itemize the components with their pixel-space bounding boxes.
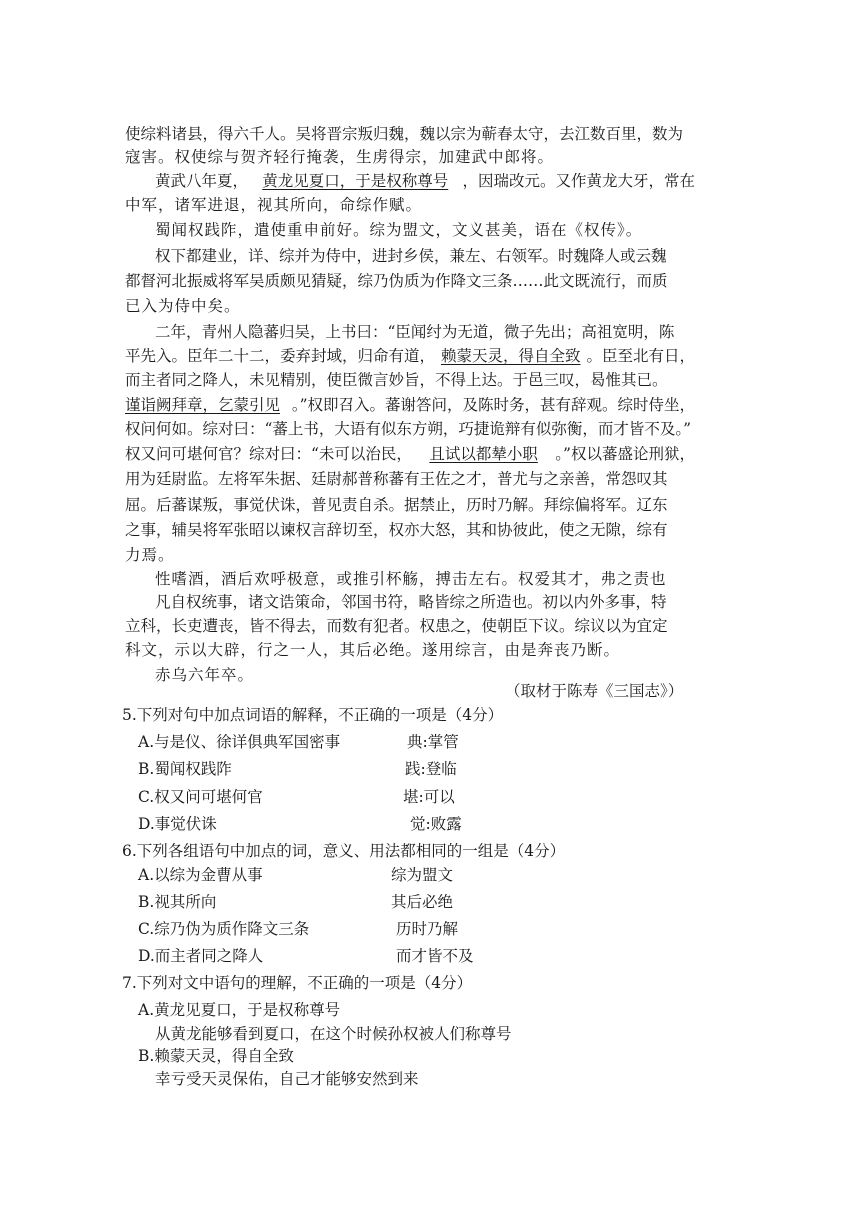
q6-pair-a: 综为盟文 bbox=[391, 866, 454, 884]
q5-gloss-b: 践:登临 bbox=[405, 760, 457, 778]
underlined-sentence: 谨诣阙拜章，乞蒙引见 bbox=[125, 396, 281, 414]
q6-option-d: D.而主者同之降人 bbox=[138, 947, 264, 965]
q5-option-b: B.蜀闻权践阼 bbox=[138, 760, 232, 778]
passage-line: 权下都建业，详、综并为侍中，进封乡侯，兼左、右领军。时魏降人或云魏 bbox=[155, 247, 667, 265]
source-citation: （取材于陈寿《三国志》） bbox=[505, 682, 684, 700]
q5-gloss-d: 觉:败露 bbox=[410, 815, 462, 833]
q6-pair-b: 其后必绝 bbox=[391, 893, 454, 911]
underlined-sentence: 黄龙见夏口，于是权称尊号 bbox=[262, 172, 449, 190]
question-6-stem: 6.下列各组语句中加点的词，意义、用法都相同的一组是（4分） bbox=[122, 842, 566, 860]
passage-line: 使综料诸县，得六千人。吴将晋宗叛归魏，魏以宗为蕲春太守，去江数百里，数为 bbox=[125, 125, 684, 143]
q5-option-a: A.与是仪、徐详俱典军国密事 bbox=[138, 733, 341, 751]
q7-option-a: A.黄龙见夏口，于是权称尊号 bbox=[138, 1001, 341, 1019]
q6-option-c: C.综乃伪为质作降文三条 bbox=[138, 920, 310, 938]
underlined-sentence: 且试以都辇小职 bbox=[429, 445, 538, 463]
passage-text: 平先入。臣年二十二，委弃封域，归命有道， bbox=[125, 347, 436, 365]
passage-text: ，因瑞改元。又作黄龙大牙，常在 bbox=[462, 172, 695, 190]
passage-line bbox=[155, 170, 695, 192]
passage-line: 科文，示以大辟，行之一人，其后必绝。遂用综言，由是奔丧乃断。 bbox=[125, 641, 621, 659]
q6-option-b: B.视其所向 bbox=[138, 893, 217, 911]
passage-text: 黄武八年夏， bbox=[155, 172, 249, 190]
q5-gloss-a: 典:掌管 bbox=[407, 733, 459, 751]
passage-line: 权问何如。综对曰：“蕃上书，大语有似东方朔，巧捷诡辩有似弥衡，而才皆不及。” bbox=[125, 420, 692, 438]
passage-line: 力焉。 bbox=[125, 546, 175, 564]
passage-line: 二年，青州人隐蕃归吴，上书曰：“臣闻纣为无道，微子先出；高祖宽明，陈 bbox=[155, 323, 675, 341]
q6-pair-d: 而才皆不及 bbox=[396, 947, 474, 965]
q7-interpretation-a: 从黄龙能够看到夏口，在这个时候孙权被人们称尊号 bbox=[155, 1025, 512, 1043]
q7-interpretation-b: 幸亏受天灵保佑，自己才能够安然到来 bbox=[155, 1070, 419, 1088]
passage-text: 。”权以蕃盛论刑狱， bbox=[555, 445, 695, 463]
passage-line bbox=[125, 443, 695, 465]
passage-line: 寇害。权使综与贺齐轻行掩袭，生虏得宗，加建武中郎将。 bbox=[125, 148, 555, 166]
passage-line: 性嗜酒，酒后欢呼极意，或推引杯觞，搏击左右。权爱其才，弗之责也 bbox=[155, 570, 667, 588]
passage-line: 之事，辅吴将军张昭以谏权言辞切至，权亦大怒，其和协彼此，使之无隙，综有 bbox=[125, 521, 668, 539]
passage-line: 屈。后蕃谋叛，事觉伏诛，普见责自杀。据禁止，历时乃解。拜综偏将军。辽东 bbox=[125, 496, 668, 514]
q6-pair-c: 历时乃解 bbox=[396, 920, 459, 938]
q5-gloss-c: 堪:可以 bbox=[403, 788, 455, 806]
question-7-stem: 7.下列对文中语句的理解，不正确的一项是（4分） bbox=[122, 974, 473, 992]
passage-line: 中军，诸军进退，视其所向，命综作赋。 bbox=[125, 196, 423, 214]
q5-option-d: D.事觉伏诛 bbox=[138, 815, 217, 833]
passage-line: 而主者同之降人，未见精别，使臣微言妙旨，不得上达。于邑三叹，曷惟其已。 bbox=[125, 371, 668, 389]
passage-line: 都督河北振威将军吴质颇见猜疑，综乃伪质为作降文三条……此文既流行，而质 bbox=[125, 272, 668, 290]
passage-text: 权又问可堪何官？综对曰：“未可以治民， bbox=[125, 445, 412, 463]
passage-line: 用为廷尉监。左将军朱据、廷尉郝普称蕃有王佐之才，普尤与之亲善，常怨叹其 bbox=[125, 470, 668, 488]
passage-line: 立科，长吏遭丧，皆不得去，而数有犯者。权患之，使朝臣下议。综议以为宜定 bbox=[125, 617, 668, 635]
question-5-stem: 5.下列对句中加点词语的解释，不正确的一项是（4分） bbox=[122, 706, 504, 724]
passage-line bbox=[125, 345, 695, 367]
underlined-sentence: 赖蒙天灵，得自全致 bbox=[440, 347, 581, 365]
passage-line: 已入为侍中矣。 bbox=[125, 297, 241, 315]
passage-line: 凡自权统事，诸文诰策命，邻国书符，略皆综之所造也。初以内外多事，特 bbox=[155, 593, 667, 611]
passage-text: 。臣至北有日， bbox=[586, 347, 695, 365]
q7-option-b: B.赖蒙天灵，得自全致 bbox=[138, 1047, 294, 1065]
q5-option-c: C.权又问可堪何官 bbox=[138, 788, 263, 806]
passage-line bbox=[125, 394, 695, 416]
passage-line: 赤乌六年卒。 bbox=[155, 666, 255, 684]
q6-option-a: A.以综为金曹从事 bbox=[138, 866, 263, 884]
passage-line: 蜀闻权践阼，遣使重申前好。综为盟文，文义甚美，语在《权传》。 bbox=[155, 221, 643, 239]
passage-text: 。”权即召入。蕃谢答问，及陈时务，甚有辞观。综时侍坐， bbox=[291, 396, 695, 414]
